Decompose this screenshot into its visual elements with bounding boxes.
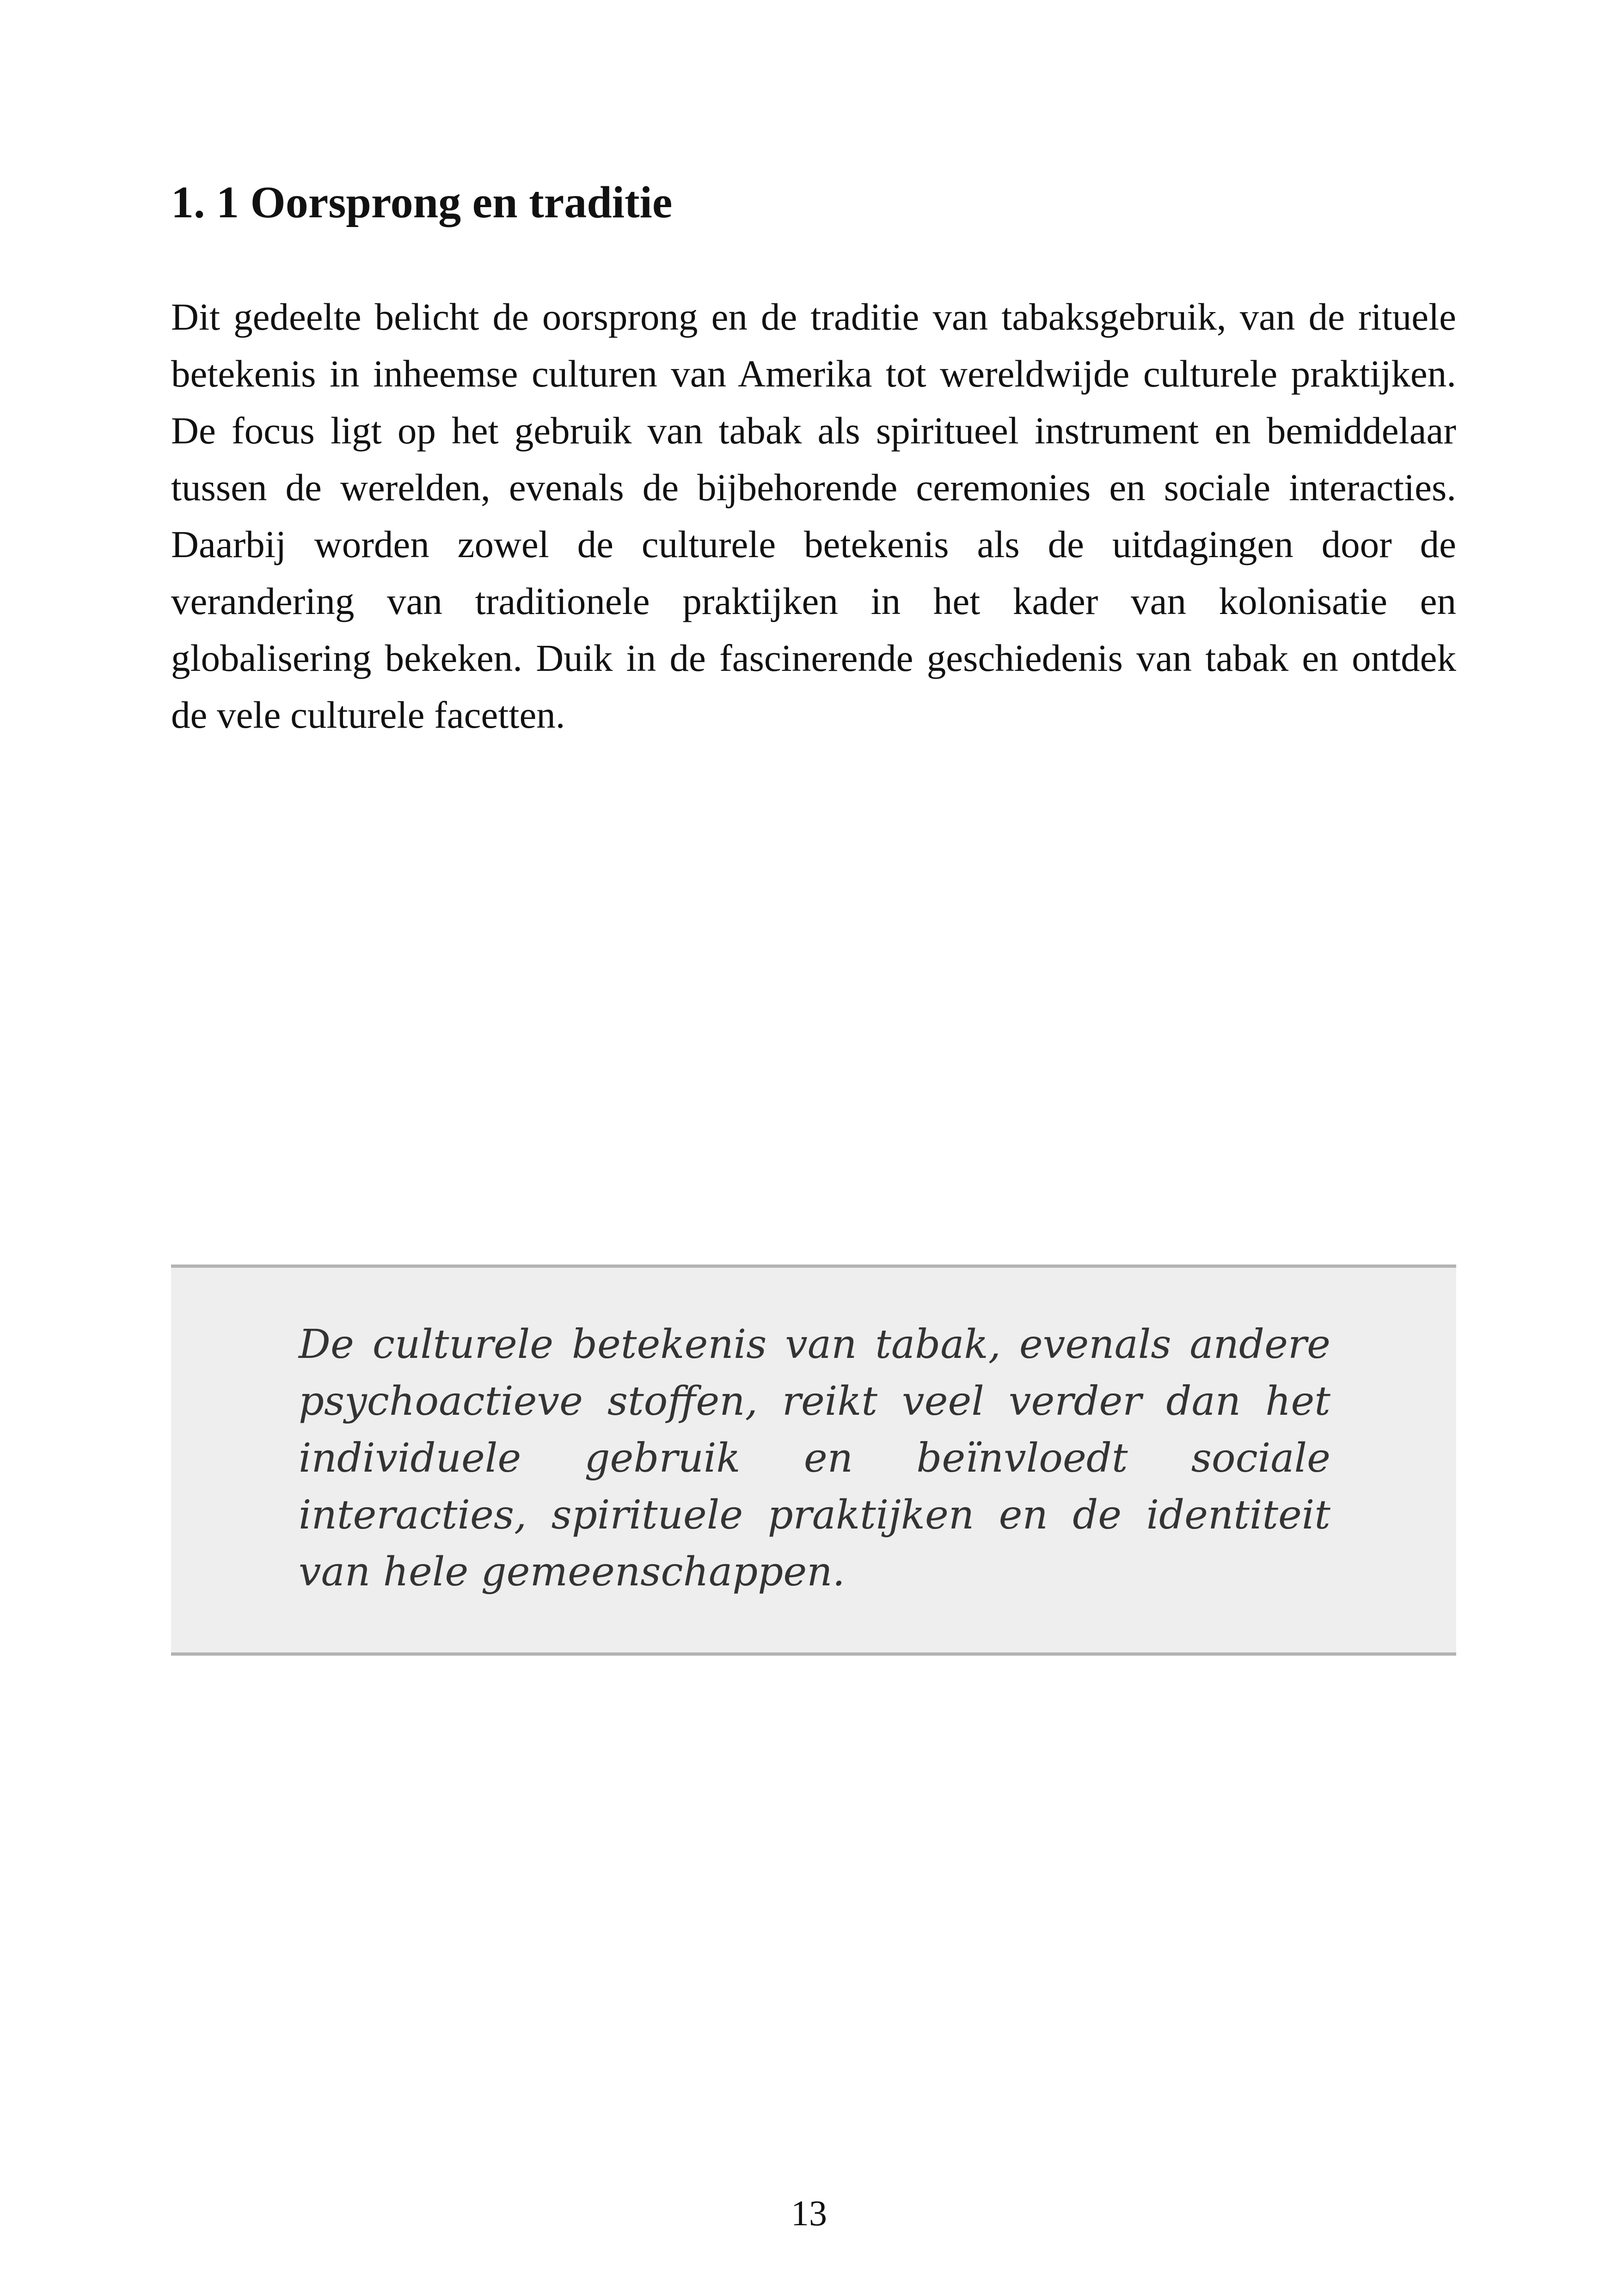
page-number: 13 <box>791 2193 827 2233</box>
pull-quote-text: De culturele betekenis van tabak, evenals andere psychoactieve stoffen, reikt veel verder dan het individuele gebruik en beïnvloedt sociale interacties, spirituele praktijken en de identiteit van hele gemeenschappen. <box>299 1321 1330 1595</box>
pull-quote-box <box>171 1265 1456 1656</box>
section-heading: 1. 1 Oorsprong en traditie <box>171 178 673 227</box>
intro-paragraph: Dit gedeelte belicht de oorsprong en de traditie van tabaksgebruik, van de rituele betekenis in inheemse culturen van Amerika tot wereldwijde culturele praktijken. De focus ligt op het gebruik van tabak als spiritueel instrument en bemiddelaar tussen de werelden, evenals de bijbehorende ceremonies en sociale interacties. Daarbij worden zowel de culturele betekenis als de uitdagingen door de verandering van traditionele praktijken in het kader van kolonisatie en globalisering bekeken. Duik in de fascinerende geschiedenis van tabak en ontdek de vele culturele facetten. <box>171 295 1456 736</box>
